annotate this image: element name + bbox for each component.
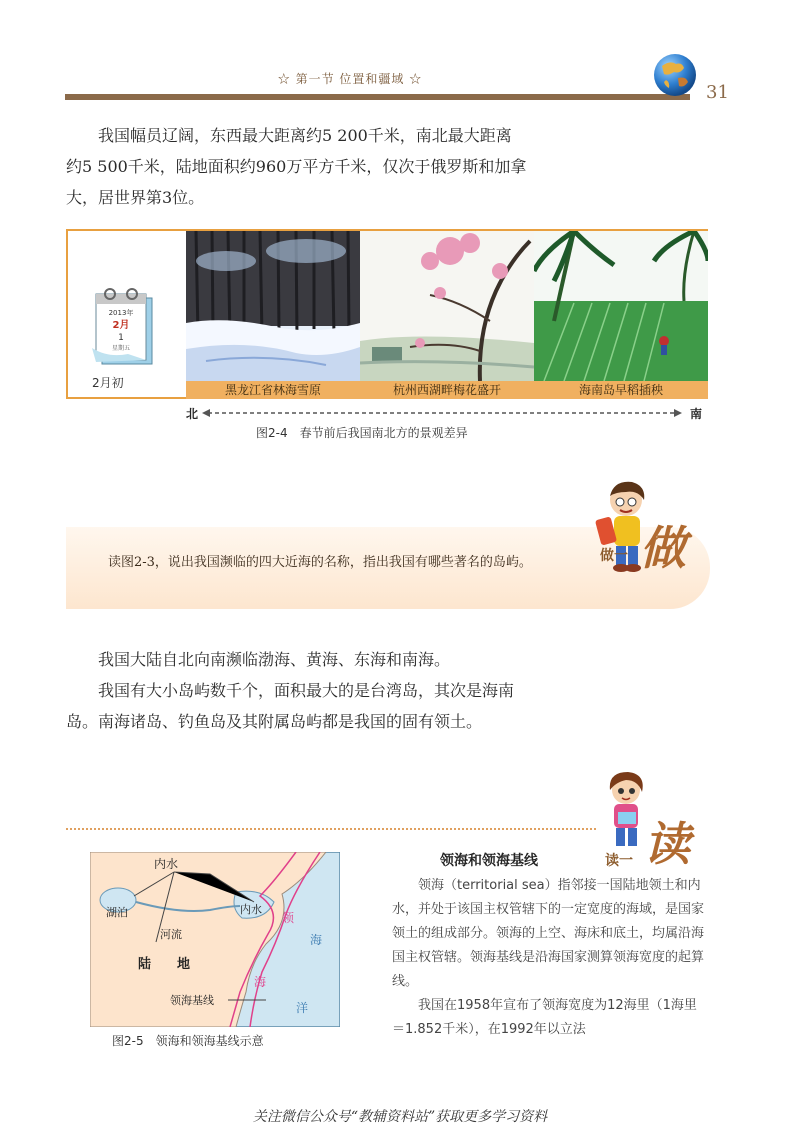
calendar-year: 2013年: [108, 309, 134, 317]
photo-caption: 黑龙江省林海雪原: [186, 381, 360, 399]
axis-north-label: 北: [186, 407, 199, 421]
intro-line: 约5 500千米，陆地面积约960万平方千米，仅次于俄罗斯和加拿: [66, 157, 527, 176]
north-south-arrow: [202, 408, 682, 418]
page-number: 31: [706, 82, 729, 103]
body-line: 我国有大小岛屿数千个，面积最大的是台湾岛，其次是海南: [98, 681, 515, 700]
reading-body: [392, 874, 704, 1042]
map-label-sea: 海: [310, 933, 323, 947]
map-label-ocean: 洋: [296, 1001, 309, 1015]
reading-divider: [66, 828, 596, 830]
map-label-lake: 湖泊: [106, 906, 128, 919]
map-label-territorial-1: 领: [282, 911, 295, 925]
reading-title: 领海和领海基线: [440, 853, 538, 869]
photo-caption: 海南岛早稻插秧: [534, 381, 708, 399]
map-label-territorial-2: 海: [254, 975, 267, 989]
axis-south-label: 南: [690, 407, 703, 421]
territorial-sea-map: [90, 852, 340, 1027]
header-rule: [65, 94, 690, 100]
globe-icon: [652, 52, 698, 98]
photo-rice-planting: [534, 231, 708, 399]
activity-label-big: 做: [640, 521, 686, 575]
figure-2-4-caption: 图2-4 春节前后我国南北方的景观差异: [256, 426, 468, 440]
chapter-header-title: ☆ 第一节 位置和疆域 ☆: [277, 72, 423, 86]
activity-text: 读图2-3，说出我国濒临的四大近海的名称，指出我国有哪些著名的岛屿。: [108, 555, 532, 570]
footer-watermark: 关注微信公众号“教辅资料站”获取更多学习资料: [252, 1109, 548, 1125]
intro-line: 我国幅员辽阔，东西最大距离约5 200千米，南北最大距离: [98, 126, 512, 145]
calendar-label: 2月初: [92, 376, 124, 390]
intro-paragraph: [66, 120, 666, 213]
map-label-land: 陆 地: [138, 957, 191, 972]
map-label-inner-water: 内水: [154, 857, 179, 871]
calendar-month: 2月: [112, 320, 130, 331]
body-line: 岛。南海诸岛、钓鱼岛及其附属岛屿都是我国的固有领土。: [66, 712, 483, 731]
calendar-weekday: 星期五: [111, 345, 131, 352]
photo-plum-blossom: [360, 231, 534, 399]
map-label-inner-water-bay: 内水: [240, 903, 262, 916]
figure-2-5-caption: 图2-5 领海和领海基线示意: [112, 1034, 264, 1048]
photo-caption: 杭州西湖畔梅花盛开: [360, 381, 534, 399]
reading-paragraph: 我国在1958年宣布了领海宽度为12海里（1海里＝1.852千米），在1992年以立法: [392, 998, 697, 1037]
activity-label-small: 做一: [600, 548, 628, 564]
calendar-icon: [88, 288, 160, 370]
photo-snow-forest: [186, 231, 360, 399]
calendar-day: 1: [118, 333, 124, 343]
reading-label-big: 读: [644, 817, 690, 871]
map-label-baseline: 领海基线: [170, 994, 214, 1007]
body-paragraphs: [66, 644, 666, 737]
reading-label-small: 读一: [605, 853, 633, 869]
intro-line: 大，居世界第3位。: [66, 188, 205, 207]
body-line: 我国大陆自北向南濒临渤海、黄海、东海和南海。: [98, 650, 451, 669]
reading-paragraph: 领海（territorial sea）指邻接一国陆地领土和内水，并处于该国主权管辖下的一定宽度的海域，是国家领土的组成部分。领海的上空、海床和底土，均属沿海国主权管辖。领海基线是沿海国家测算领海宽度的起算线。: [392, 878, 705, 989]
map-label-river: 河流: [160, 928, 182, 941]
